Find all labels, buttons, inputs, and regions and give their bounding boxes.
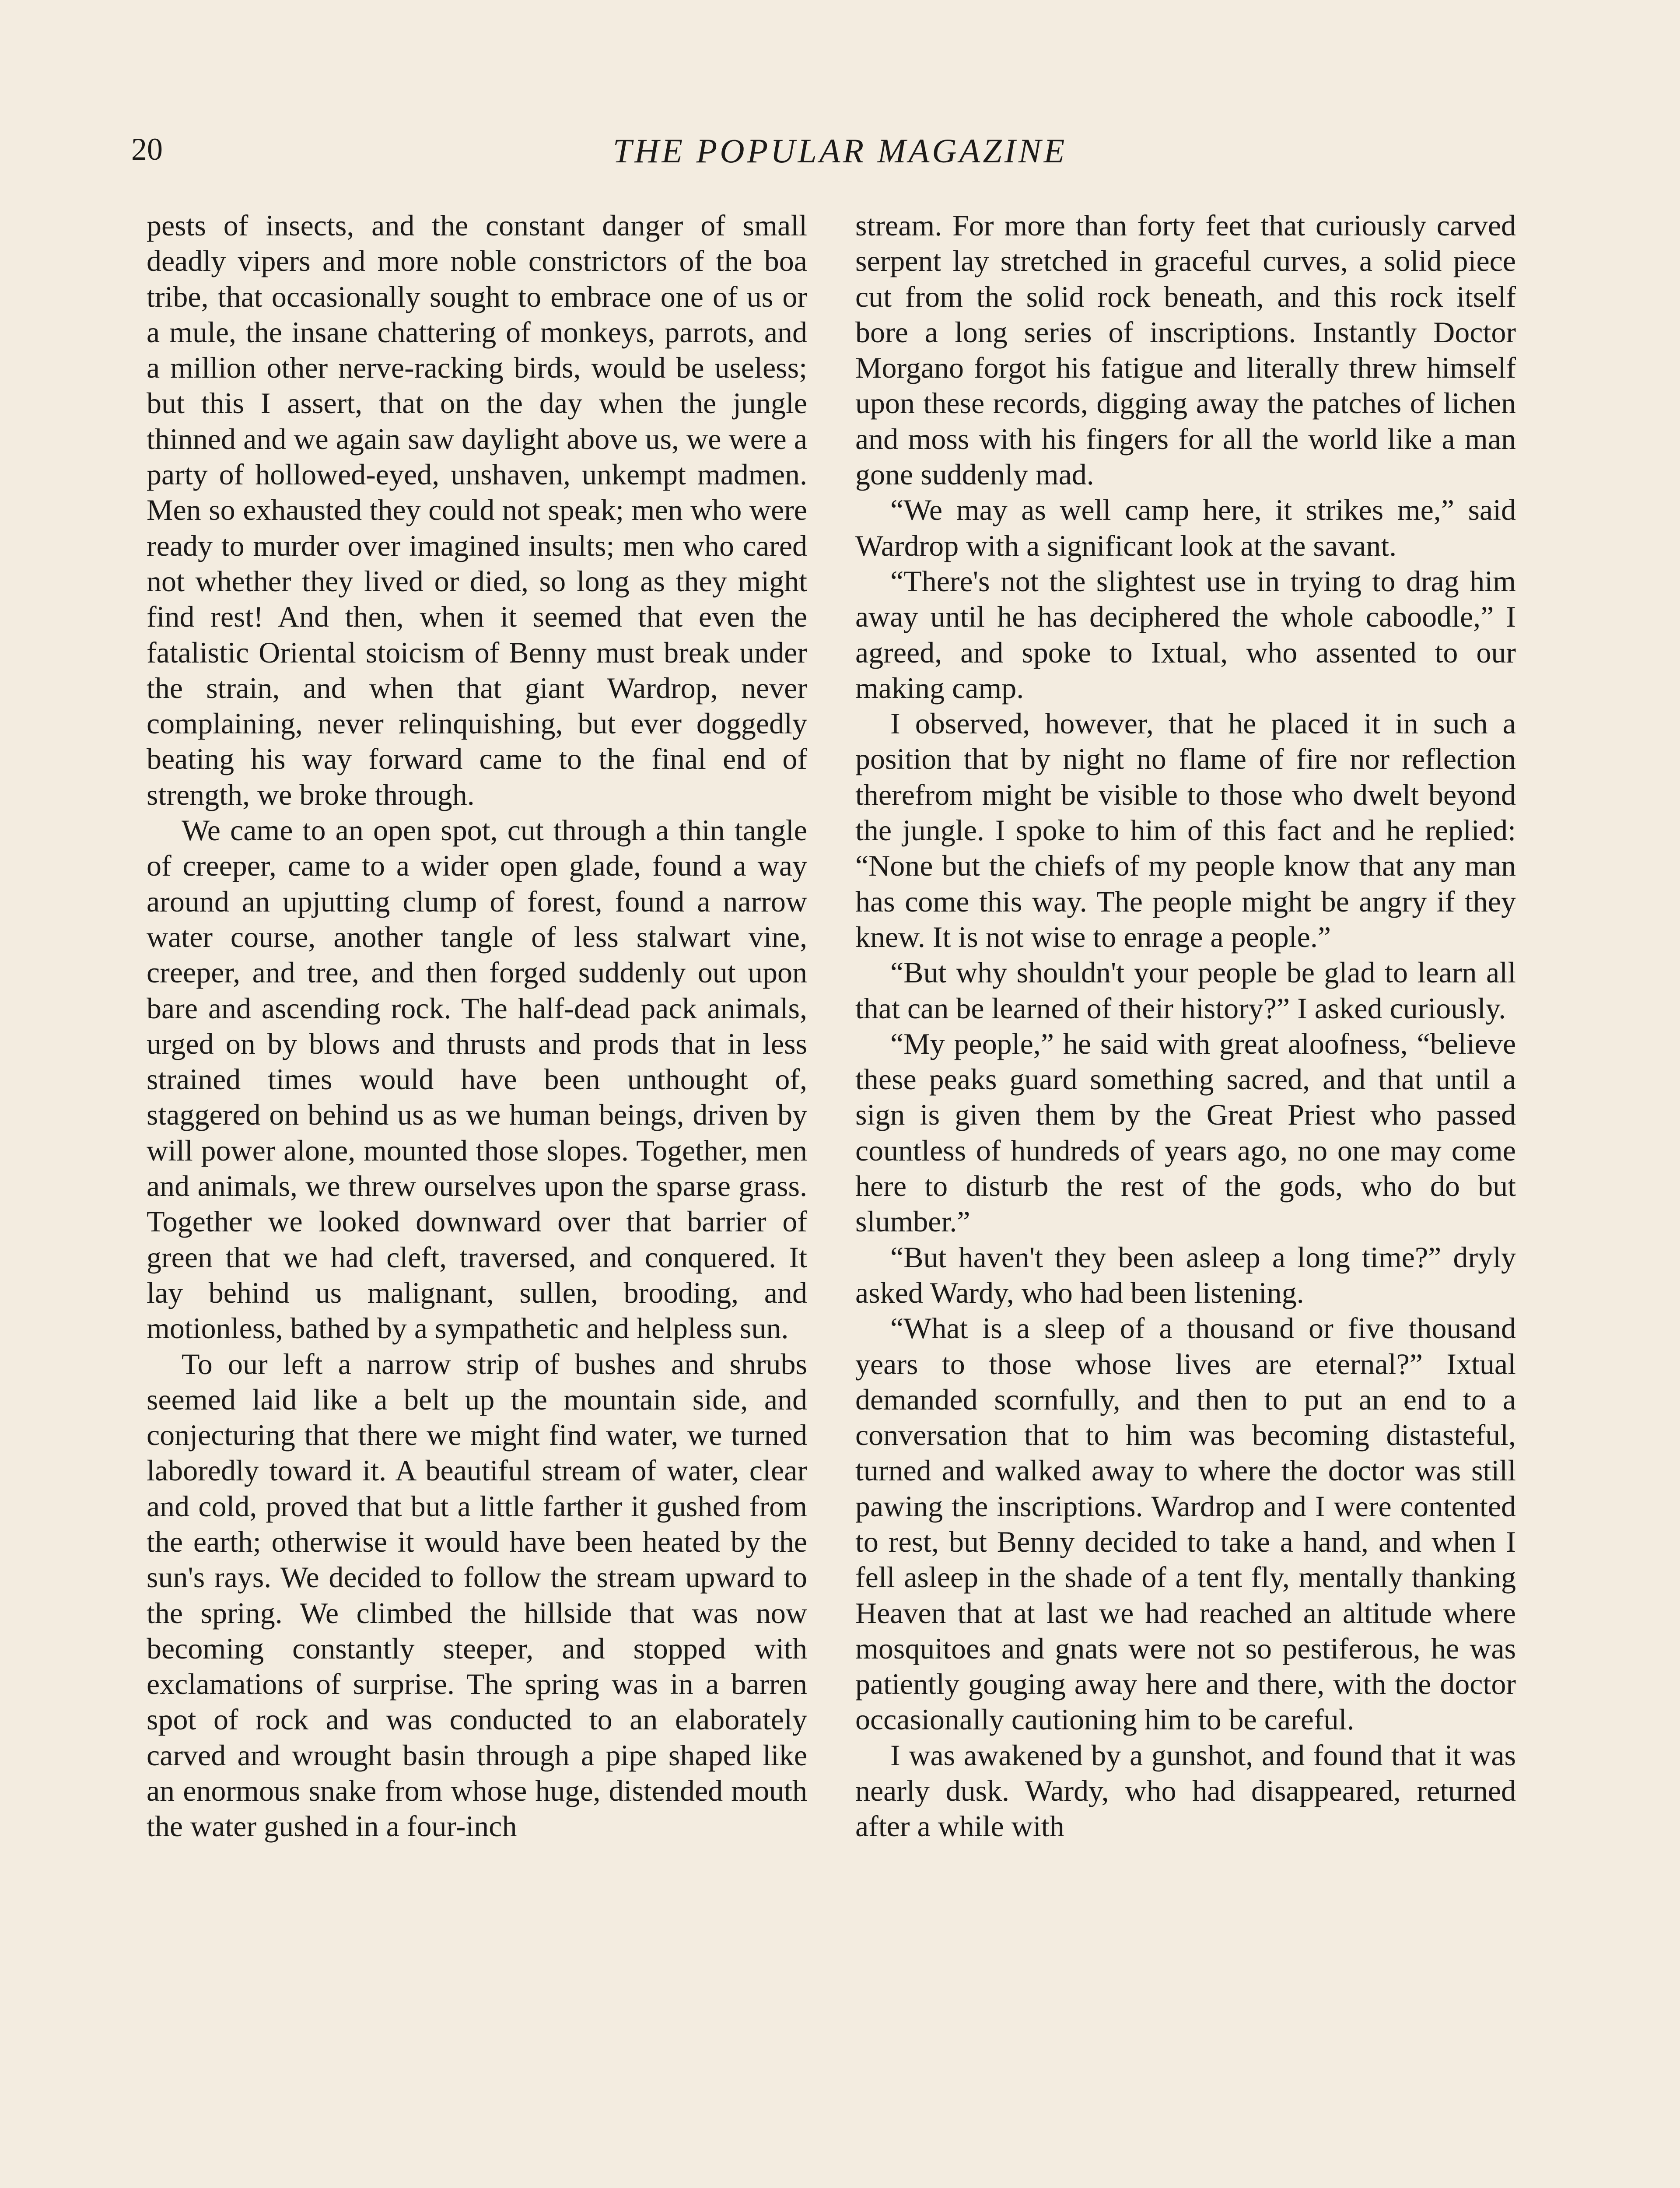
paragraph: “But why shouldn't your people be glad to learn all that can be learned of their history?” I asked curiously. — [855, 956, 1516, 1025]
page-number: 20 — [131, 132, 163, 167]
paragraph: To our left a narrow strip of bushes and shrubs seemed laid like a belt up the mountain side, and conjecturing that there we might find water, we turned laboredly toward it. A beautiful stream of water, clear and cold, proved that but a little farther it gushed from the earth; otherwise it would have been heated by the sun's rays. We decided to follow the stream upward to the spring. We climbed the hillside that was now becoming constantly steeper, and stopped with exclamations of surprise. The spring was in a barren spot of rock and was conducted to an elaborately carved and wrought basin through a pipe shaped like an enormous snake from whose huge, distended mouth the water gushed in a four-inch — [147, 1347, 807, 1843]
paragraph: “What is a sleep of a thousand or five thousand years to those whose lives are eternal?” Ixtual demanded scornfully, and then to put an end to a conversation that to him was becoming distasteful, turned and walked away to where the doctor was still pawing the inscriptions. Wardrop and I were contented to rest, but Benny decided to take a hand, and when I fell asleep in the shade of a tent fly, mentally thanking Heaven that at last we had reached an altitude where mosquitoes and gnats were not so pestiferous, he was patiently gouging away here and there, with the doctor occasionally cautioning him to be careful. — [855, 1311, 1516, 1736]
left-column — [147, 208, 807, 1844]
paragraph: stream. For more than forty feet that curiously carved serpent lay stretched in graceful curves, a solid piece cut from the solid rock beneath, and this rock itself bore a long series of inscriptions. Instantly Doctor Morgano forgot his fatigue and literally threw himself upon these records, digging away the patches of lichen and moss with his fingers for all the world like a man gone suddenly mad. — [855, 209, 1516, 491]
right-column — [855, 208, 1516, 1844]
paragraph: pests of insects, and the constant danger of small deadly vipers and more noble constrictors of the boa tribe, that occasionally sought to embrace one of us or a mule, the insane chattering of monkeys, parrots, and a million other nerve-racking birds, would be useless; but this I assert, that on the day when the jungle thinned and we again saw daylight above us, we were a party of hollowed-eyed, unshaven, unkempt madmen. Men so exhausted they could not speak; men who were ready to murder over imagined insults; men who cared not whether they lived or died, so long as they might find rest! And then, when it seemed that even the fatalistic Oriental stoicism of Benny must break under the strain, and when that giant Wardrop, never complaining, never relinquishing, but ever doggedly beating his way forward came to the final end of strength, we broke through. — [147, 209, 807, 811]
paragraph: I observed, however, that he placed it in such a position that by night no flame of fire nor reflection therefrom might be visible to those who dwelt beyond the jungle. I spoke to him of this fact and he replied: “None but the chiefs of my people know that any man has come this way. The people might be angry if they knew. It is not wise to enrage a people.” — [855, 707, 1516, 954]
paragraph: “We may as well camp here, it strikes me,” said Wardrop with a significant look at the savant. — [855, 493, 1516, 562]
paragraph: “There's not the slightest use in trying to drag him away until he has deciphered the whole caboodle,” I agreed, and spoke to Ixtual, who assented to our making camp. — [855, 564, 1516, 705]
paragraph: “My people,” he said with great aloofness, “believe these peaks guard something sacred, and that until a sign is given them by the Great Priest who passed countless of hundreds of years ago, no one may come here to disturb the rest of the gods, who do but slumber.” — [855, 1027, 1516, 1238]
paragraph: I was awakened by a gunshot, and found that it was nearly dusk. Wardy, who had disappeared, returned after a while with — [855, 1738, 1516, 1843]
paragraph: We came to an open spot, cut through a thin tangle of creeper, came to a wider open glade, found a way around an upjutting clump of forest, found a narrow water course, another tangle of less stalwart vine, creeper, and tree, and then forged suddenly out upon bare and ascending rock. The half-dead pack animals, urged on by blows and thrusts and prods that in less strained times would have been unthought of, staggered on behind us as we human beings, driven by will power alone, mounted those slopes. Together, men and animals, we threw ourselves upon the sparse grass. Together we looked downward over that barrier of green that we had cleft, traversed, and conquered. It lay behind us malignant, sullen, brooding, and motionless, bathed by a sympathetic and helpless sun. — [147, 813, 807, 1345]
paragraph: “But haven't they been asleep a long time?” dryly asked Wardy, who had been listening. — [855, 1240, 1516, 1309]
running-title: THE POPULAR MAGAZINE — [612, 132, 1068, 170]
